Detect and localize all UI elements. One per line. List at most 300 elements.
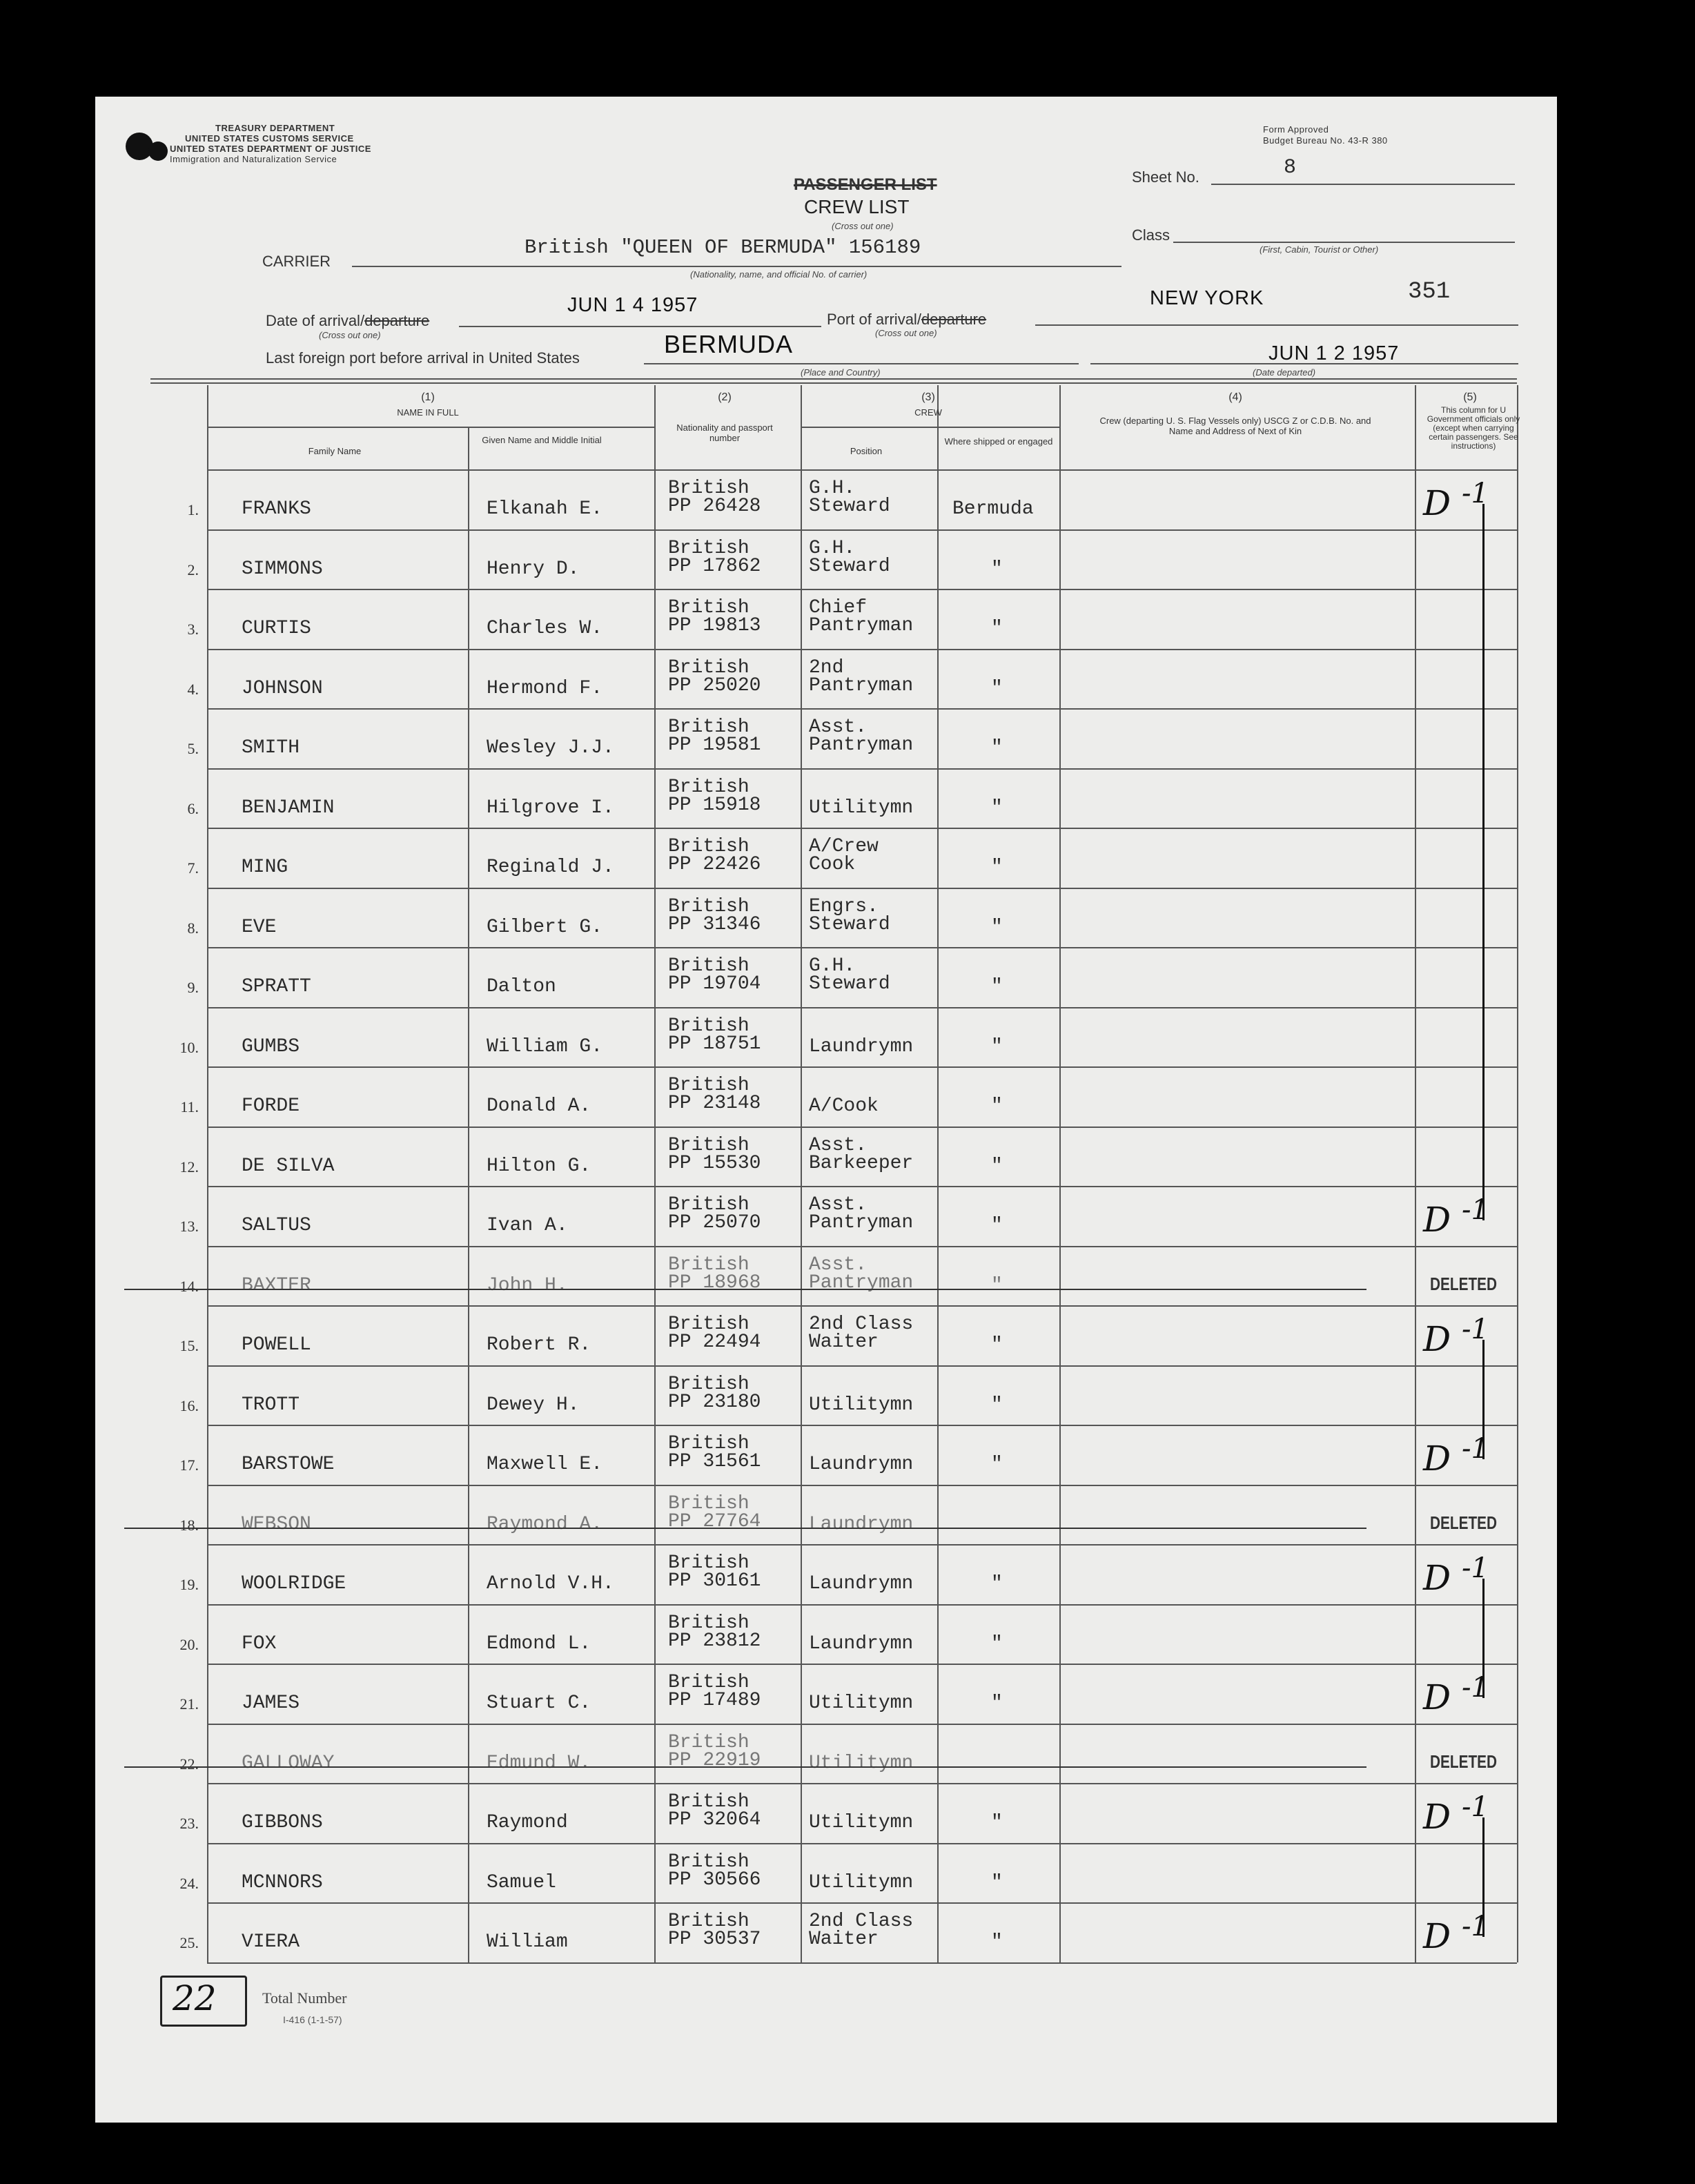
nationality: British xyxy=(668,716,749,738)
date-arrival-underline xyxy=(459,326,821,327)
row-number: 5. xyxy=(187,740,199,757)
given-name: William G. xyxy=(487,1035,603,1057)
passport-number: PP 22919 xyxy=(668,1749,761,1771)
nationality: British xyxy=(668,1851,749,1873)
position-line-2: Pantryman xyxy=(809,615,914,636)
row-divider xyxy=(207,1425,1517,1426)
family-name: GALLOWAY xyxy=(242,1752,335,1774)
given-name: William xyxy=(487,1931,568,1953)
position-line-2: Steward xyxy=(809,973,890,995)
position-line-2: Steward xyxy=(809,913,890,935)
nationality: British xyxy=(668,895,749,917)
col5-number: (5) xyxy=(1463,391,1477,403)
given-name: Arnold V.H. xyxy=(487,1573,614,1595)
carrier-label: CARRIER xyxy=(262,253,331,270)
where-engaged-ditto: " xyxy=(991,1931,1003,1953)
family-name: FORDE xyxy=(242,1095,300,1117)
family-name: GUMBS xyxy=(242,1035,300,1057)
passport-number: PP 18751 xyxy=(668,1033,761,1055)
handwritten-bracket-line xyxy=(1482,1817,1485,1937)
nationality: British xyxy=(668,1552,749,1574)
row-number: 22. xyxy=(179,1755,199,1773)
position-line-2: Laundrymn xyxy=(809,1632,914,1655)
sheet-number: 8 xyxy=(1284,156,1297,179)
last-port-value: BERMUDA xyxy=(664,330,794,358)
sheet-label: Sheet No. xyxy=(1132,168,1199,186)
nationality: British xyxy=(668,1612,749,1634)
where-engaged-ditto: " xyxy=(991,1035,1003,1057)
family-name: MCNNORS xyxy=(242,1871,323,1893)
given-name: John H. xyxy=(487,1274,568,1296)
deleted-stamp: DELETED xyxy=(1430,1751,1498,1772)
position-line-2: Steward xyxy=(809,496,890,517)
column-divider xyxy=(468,427,469,1962)
nationality: British xyxy=(668,1731,749,1753)
handwritten-mark-end: D xyxy=(1423,1677,1451,1717)
family-name: FRANKS xyxy=(242,498,311,520)
row-number: 17. xyxy=(179,1456,199,1474)
where-engaged-ditto: " xyxy=(991,1155,1003,1177)
passport-number: PP 22426 xyxy=(668,854,761,875)
row-divider xyxy=(207,1664,1517,1665)
row-divider xyxy=(207,1843,1517,1844)
date-arrival-label-text: Date of arrival/ xyxy=(266,312,365,329)
nationality: British xyxy=(668,537,749,559)
carrier-hint: (Nationality, name, and official No. of carrier) xyxy=(690,269,868,280)
where-engaged-ditto: " xyxy=(991,618,1003,639)
position-line-1: Asst. xyxy=(809,716,868,738)
position-line-2: Utilitymn xyxy=(809,797,914,819)
nationality: British xyxy=(668,955,749,977)
punch-hole-2 xyxy=(148,142,168,161)
title-crossed-text: PASSENGER LIST xyxy=(794,175,937,194)
budget-bureau: Budget Bureau No. 43-R 380 xyxy=(1263,135,1388,146)
title-crossed xyxy=(794,175,937,195)
deleted-stamp: DELETED xyxy=(1430,1512,1498,1533)
where-engaged-ditto: " xyxy=(991,1215,1003,1236)
row-divider xyxy=(207,529,1517,531)
family-name: BENJAMIN xyxy=(242,797,335,819)
handwritten-mark-end-count: -1 xyxy=(1462,1433,1489,1465)
given-name: Gilbert G. xyxy=(487,916,603,938)
port-underline xyxy=(1035,324,1518,326)
class-label: Class xyxy=(1132,226,1170,244)
handwritten-mark-start-count: -1 xyxy=(1462,1552,1489,1584)
family-name: SALTUS xyxy=(242,1215,311,1236)
handwritten-mark-end: D xyxy=(1423,1439,1451,1479)
port-label xyxy=(827,311,986,329)
header-subrule xyxy=(207,427,654,428)
port-value: NEW YORK xyxy=(1150,287,1264,309)
carrier-value: British "QUEEN OF BERMUDA" 156189 xyxy=(525,236,921,259)
date-arrival-value: JUN 1 4 1957 xyxy=(567,294,698,316)
row-number: 6. xyxy=(187,799,199,817)
passport-number: PP 26428 xyxy=(668,496,761,517)
nationality: British xyxy=(668,1492,749,1514)
position-line-2: Laundrymn xyxy=(809,1454,914,1475)
header-subrule xyxy=(801,427,1059,428)
col3-title: CREW xyxy=(914,407,942,418)
row-number: 18. xyxy=(179,1516,199,1534)
row-number: 23. xyxy=(179,1815,199,1832)
handwritten-mark-end: D xyxy=(1423,1200,1451,1240)
given-name: Wesley J.J. xyxy=(487,737,614,759)
total-value: 22 xyxy=(173,1978,217,2018)
handwritten-mark-end-count: -1 xyxy=(1462,1911,1489,1942)
column-divider xyxy=(1059,385,1061,1962)
row-divider xyxy=(207,1724,1517,1725)
carrier-underline xyxy=(352,266,1121,267)
row-number: 19. xyxy=(179,1576,199,1593)
position-line-1: Engrs. xyxy=(809,895,879,917)
position-line-2: A/Cook xyxy=(809,1095,879,1117)
nationality: British xyxy=(668,1672,749,1693)
row-number: 20. xyxy=(179,1635,199,1653)
where-engaged-ditto: " xyxy=(991,1334,1003,1356)
family-name: FOX xyxy=(242,1632,277,1655)
row-divider xyxy=(207,1604,1517,1606)
row-divider xyxy=(207,828,1517,829)
handwritten-mark-start: D xyxy=(1423,1797,1451,1837)
passport-number: PP 30566 xyxy=(668,1869,761,1891)
passport-number: PP 23180 xyxy=(668,1391,761,1413)
nationality: British xyxy=(668,1254,749,1276)
row-number: 14. xyxy=(179,1277,199,1295)
deleted-strike-line xyxy=(124,1528,1366,1529)
position-line-2: Laundrymn xyxy=(809,1513,914,1535)
family-name: JOHNSON xyxy=(242,677,323,699)
position-line-1: 2nd Class xyxy=(809,1314,914,1335)
row-number: 10. xyxy=(179,1038,199,1056)
position-line-1: A/Crew xyxy=(809,836,879,857)
passport-number: PP 32064 xyxy=(668,1809,761,1831)
date-arrival-crossed: departure xyxy=(364,312,430,329)
position-line-2: Utilitymn xyxy=(809,1871,914,1893)
family-name: POWELL xyxy=(242,1334,311,1356)
handwritten-mark-start: D xyxy=(1423,1558,1451,1598)
col4-title: Crew (departing U. S. Flag Vessels only) USCG Z or C.D.B. No. and Name and Address of Next of Kin xyxy=(1099,416,1371,436)
col1a-title: Family Name xyxy=(308,446,362,456)
passport-number: PP 15918 xyxy=(668,794,761,816)
position-line-2: Cook xyxy=(809,854,856,875)
handwritten-mark-start: D xyxy=(1423,483,1451,523)
last-port-label: Last foreign port before arrival in United States xyxy=(266,349,580,367)
where-engaged-ditto: " xyxy=(991,1274,1003,1296)
form-approved: Form Approved xyxy=(1263,124,1329,135)
passport-number: PP 25020 xyxy=(668,674,761,696)
sheet-underline xyxy=(1211,184,1515,185)
given-name: Dalton xyxy=(487,976,556,997)
handwritten-mark-end-count: -1 xyxy=(1462,1194,1489,1226)
passport-number: PP 31346 xyxy=(668,913,761,935)
given-name: Robert R. xyxy=(487,1334,591,1356)
where-engaged-ditto: " xyxy=(991,797,1003,819)
col1-number: (1) xyxy=(421,391,435,403)
position-line-2: Utilitymn xyxy=(809,1812,914,1833)
nationality: British xyxy=(668,836,749,857)
row-divider xyxy=(207,1246,1517,1247)
col1-title: NAME IN FULL xyxy=(397,407,459,418)
where-engaged-ditto: " xyxy=(991,916,1003,938)
date-departed-value: JUN 1 2 1957 xyxy=(1268,342,1400,364)
row-number: 8. xyxy=(187,919,199,937)
passport-number: PP 17489 xyxy=(668,1690,761,1711)
row-number: 13. xyxy=(179,1218,199,1235)
where-engaged-ditto: " xyxy=(991,737,1003,759)
passport-number: PP 22494 xyxy=(668,1332,761,1353)
row-number: 3. xyxy=(187,621,199,638)
col3a-title: Position xyxy=(850,446,883,456)
agency-line-2: UNITED STATES CUSTOMS SERVICE xyxy=(185,133,354,144)
row-divider xyxy=(207,768,1517,770)
family-name: VIERA xyxy=(242,1931,300,1953)
row-number: 25. xyxy=(179,1934,199,1951)
given-name: Donald A. xyxy=(487,1095,591,1117)
given-name: Raymond xyxy=(487,1812,568,1833)
position-line-2: Waiter xyxy=(809,1332,879,1353)
given-name: Dewey H. xyxy=(487,1394,580,1416)
header-rule-2 xyxy=(150,382,1517,384)
position-line-1: 2nd Class xyxy=(809,1911,914,1932)
passport-number: PP 23812 xyxy=(668,1630,761,1652)
row-number: 12. xyxy=(179,1158,199,1176)
passport-number: PP 27764 xyxy=(668,1510,761,1532)
row-divider xyxy=(207,947,1517,948)
given-name: Samuel xyxy=(487,1871,556,1893)
col3b-title: Where shipped or engaged xyxy=(944,436,1053,447)
handwritten-bracket-line xyxy=(1482,504,1485,1220)
family-name: EVE xyxy=(242,916,277,938)
row-divider xyxy=(207,1186,1517,1187)
row-divider xyxy=(207,649,1517,650)
row-divider xyxy=(207,1962,1517,1964)
row-number: 4. xyxy=(187,680,199,698)
agency-line-4: Immigration and Naturalization Service xyxy=(170,154,337,164)
row-divider xyxy=(207,708,1517,710)
place-hint: (Place and Country) xyxy=(801,367,881,378)
family-name: SIMMONS xyxy=(242,558,323,580)
handwritten-mark-start-count: -1 xyxy=(1462,1314,1489,1345)
nationality: British xyxy=(668,776,749,798)
nationality: British xyxy=(668,1314,749,1335)
row-number: 16. xyxy=(179,1396,199,1414)
position-line-1: G.H. xyxy=(809,478,856,499)
nationality: British xyxy=(668,1075,749,1096)
handwritten-bracket-line xyxy=(1482,1579,1485,1698)
position-line-2: Steward xyxy=(809,555,890,577)
position-line-1: G.H. xyxy=(809,955,856,977)
column-divider xyxy=(654,385,656,1962)
given-name: Charles W. xyxy=(487,618,603,639)
passport-number: PP 19581 xyxy=(668,734,761,756)
position-line-2: Utilitymn xyxy=(809,1693,914,1714)
deleted-strike-line xyxy=(124,1766,1366,1768)
row-number: 21. xyxy=(179,1695,199,1713)
family-name: SPRATT xyxy=(242,976,311,997)
total-label: Total Number xyxy=(262,1989,347,2007)
nationality: British xyxy=(668,1015,749,1037)
deleted-strike-line xyxy=(124,1289,1366,1290)
port-label-text: Port of arrival/ xyxy=(827,311,921,328)
where-engaged-ditto: " xyxy=(991,1454,1003,1475)
nationality: British xyxy=(668,1194,749,1216)
position-line-1: G.H. xyxy=(809,537,856,559)
passport-number: PP 19813 xyxy=(668,615,761,636)
nationality: British xyxy=(668,1134,749,1156)
row-number: 7. xyxy=(187,859,199,877)
where-engaged-ditto: " xyxy=(991,1095,1003,1117)
row-divider xyxy=(207,1365,1517,1367)
row-divider xyxy=(207,1007,1517,1008)
class-underline xyxy=(1173,242,1515,243)
family-name: WOOLRIDGE xyxy=(242,1573,346,1595)
passport-number: PP 17862 xyxy=(668,555,761,577)
position-line-2: Utilitymn xyxy=(809,1752,914,1774)
col5-title: This column for U Government officials only (except when carrying certain passengers. See instructions) xyxy=(1427,405,1520,451)
position-line-1: Asst. xyxy=(809,1254,868,1276)
handwritten-mark-end: D xyxy=(1423,1916,1451,1956)
position-line-1: 2nd xyxy=(809,656,844,679)
nationality: British xyxy=(668,597,749,618)
given-name: Reginald J. xyxy=(487,857,614,878)
position-line-2: Pantryman xyxy=(809,1271,914,1294)
nationality: British xyxy=(668,656,749,679)
position-line-1: Asst. xyxy=(809,1134,868,1156)
family-name: GIBBONS xyxy=(242,1812,323,1833)
col2-title: Nationality and passport number xyxy=(676,422,773,443)
where-engaged-ditto: " xyxy=(991,1573,1003,1595)
given-name: Raymond A. xyxy=(487,1513,603,1535)
where-engaged-ditto: " xyxy=(991,1871,1003,1893)
position-line-1: Chief xyxy=(809,597,868,618)
form-number: I-416 (1-1-57) xyxy=(283,2014,342,2025)
date-arrival-label xyxy=(266,312,429,330)
nationality: British xyxy=(668,1433,749,1454)
agency-line-1: TREASURY DEPARTMENT xyxy=(215,123,335,133)
handwritten-mark-start-count: -1 xyxy=(1462,478,1489,509)
header-bottom-rule xyxy=(207,469,1517,471)
family-name: WEBSON xyxy=(242,1513,311,1535)
passport-number: PP 30537 xyxy=(668,1929,761,1950)
passport-number: PP 25070 xyxy=(668,1212,761,1234)
given-name: Edmond L. xyxy=(487,1632,591,1655)
family-name: CURTIS xyxy=(242,618,311,639)
nationality: British xyxy=(668,478,749,499)
port-crossed: departure xyxy=(921,311,987,328)
family-name: BAXTER xyxy=(242,1274,311,1296)
where-engaged-ditto: " xyxy=(991,976,1003,997)
number-351: 351 xyxy=(1408,279,1451,305)
given-name: Edmund W. xyxy=(487,1752,591,1774)
row-divider xyxy=(207,1544,1517,1546)
deleted-stamp: DELETED xyxy=(1430,1273,1498,1294)
port-hint: (Cross out one) xyxy=(875,328,937,338)
family-name: BARSTOWE xyxy=(242,1454,335,1475)
handwritten-mark-end-count: -1 xyxy=(1462,1672,1489,1704)
where-engaged-ditto: " xyxy=(991,677,1003,699)
row-number: 9. xyxy=(187,979,199,996)
family-name: SMITH xyxy=(242,737,300,759)
given-name: Henry D. xyxy=(487,558,580,580)
given-name: Stuart C. xyxy=(487,1693,591,1714)
where-engaged-ditto: " xyxy=(991,1693,1003,1714)
where-engaged-ditto: " xyxy=(991,1632,1003,1655)
row-divider xyxy=(207,589,1517,590)
given-name: Maxwell E. xyxy=(487,1454,603,1475)
col4-number: (4) xyxy=(1228,391,1242,403)
passport-number: PP 30161 xyxy=(668,1570,761,1592)
column-divider xyxy=(1415,385,1416,1962)
row-number: 24. xyxy=(179,1874,199,1892)
column-divider xyxy=(1517,385,1518,1962)
position-line-2: Utilitymn xyxy=(809,1394,914,1416)
position-line-2: Pantryman xyxy=(809,734,914,756)
nationality: British xyxy=(668,1791,749,1813)
given-name: Hermond F. xyxy=(487,677,603,699)
row-divider xyxy=(207,1127,1517,1128)
header-rule-1 xyxy=(150,378,1517,380)
position-line-2: Pantryman xyxy=(809,674,914,696)
nationality: British xyxy=(668,1911,749,1932)
column-divider xyxy=(937,385,939,1962)
last-port-underline xyxy=(644,363,1079,364)
class-hint: (First, Cabin, Tourist or Other) xyxy=(1260,244,1379,255)
row-divider xyxy=(207,1066,1517,1068)
family-name: MING xyxy=(242,857,288,878)
position-line-2: Waiter xyxy=(809,1929,879,1950)
row-divider xyxy=(207,1902,1517,1904)
handwritten-mark-start-count: -1 xyxy=(1462,1791,1489,1823)
nationality: British xyxy=(668,1373,749,1395)
where-engaged-ditto: " xyxy=(991,1812,1003,1833)
given-name: Elkanah E. xyxy=(487,498,603,520)
given-name: Hilton G. xyxy=(487,1155,591,1177)
row-number: 11. xyxy=(180,1098,199,1115)
cross-out-hint: (Cross out one) xyxy=(832,221,894,231)
where-engaged: Bermuda xyxy=(952,498,1034,520)
row-number: 15. xyxy=(179,1337,199,1354)
passport-number: PP 31561 xyxy=(668,1451,761,1472)
position-line-2: Barkeeper xyxy=(809,1152,914,1174)
date-arrival-hint: (Cross out one) xyxy=(319,330,381,340)
col3-number: (3) xyxy=(921,391,935,403)
agency-line-3: UNITED STATES DEPARTMENT OF JUSTICE xyxy=(170,144,371,154)
family-name: DE SILVA xyxy=(242,1155,335,1177)
position-line-2: Pantryman xyxy=(809,1212,914,1234)
given-name: Hilgrove I. xyxy=(487,797,614,819)
passport-number: PP 15530 xyxy=(668,1152,761,1174)
family-name: TROTT xyxy=(242,1394,300,1416)
given-name: Ivan A. xyxy=(487,1215,568,1236)
row-number: 2. xyxy=(187,560,199,578)
col1b-title: Given Name and Middle Initial xyxy=(482,435,602,445)
page-title: CREW LIST xyxy=(804,196,910,217)
passport-number: PP 18968 xyxy=(668,1271,761,1294)
column-divider xyxy=(207,385,208,1962)
position-line-2: Laundrymn xyxy=(809,1573,914,1595)
where-engaged-ditto: " xyxy=(991,1394,1003,1416)
row-number: 1. xyxy=(187,501,199,518)
column-divider xyxy=(801,385,802,1962)
row-divider xyxy=(207,888,1517,889)
passport-number: PP 23148 xyxy=(668,1093,761,1114)
row-divider xyxy=(207,1783,1517,1784)
where-engaged-ditto: " xyxy=(991,558,1003,580)
handwritten-mark-start: D xyxy=(1423,1319,1451,1359)
row-divider xyxy=(207,1305,1517,1307)
row-divider xyxy=(207,1485,1517,1486)
where-engaged-ditto: " xyxy=(991,857,1003,878)
